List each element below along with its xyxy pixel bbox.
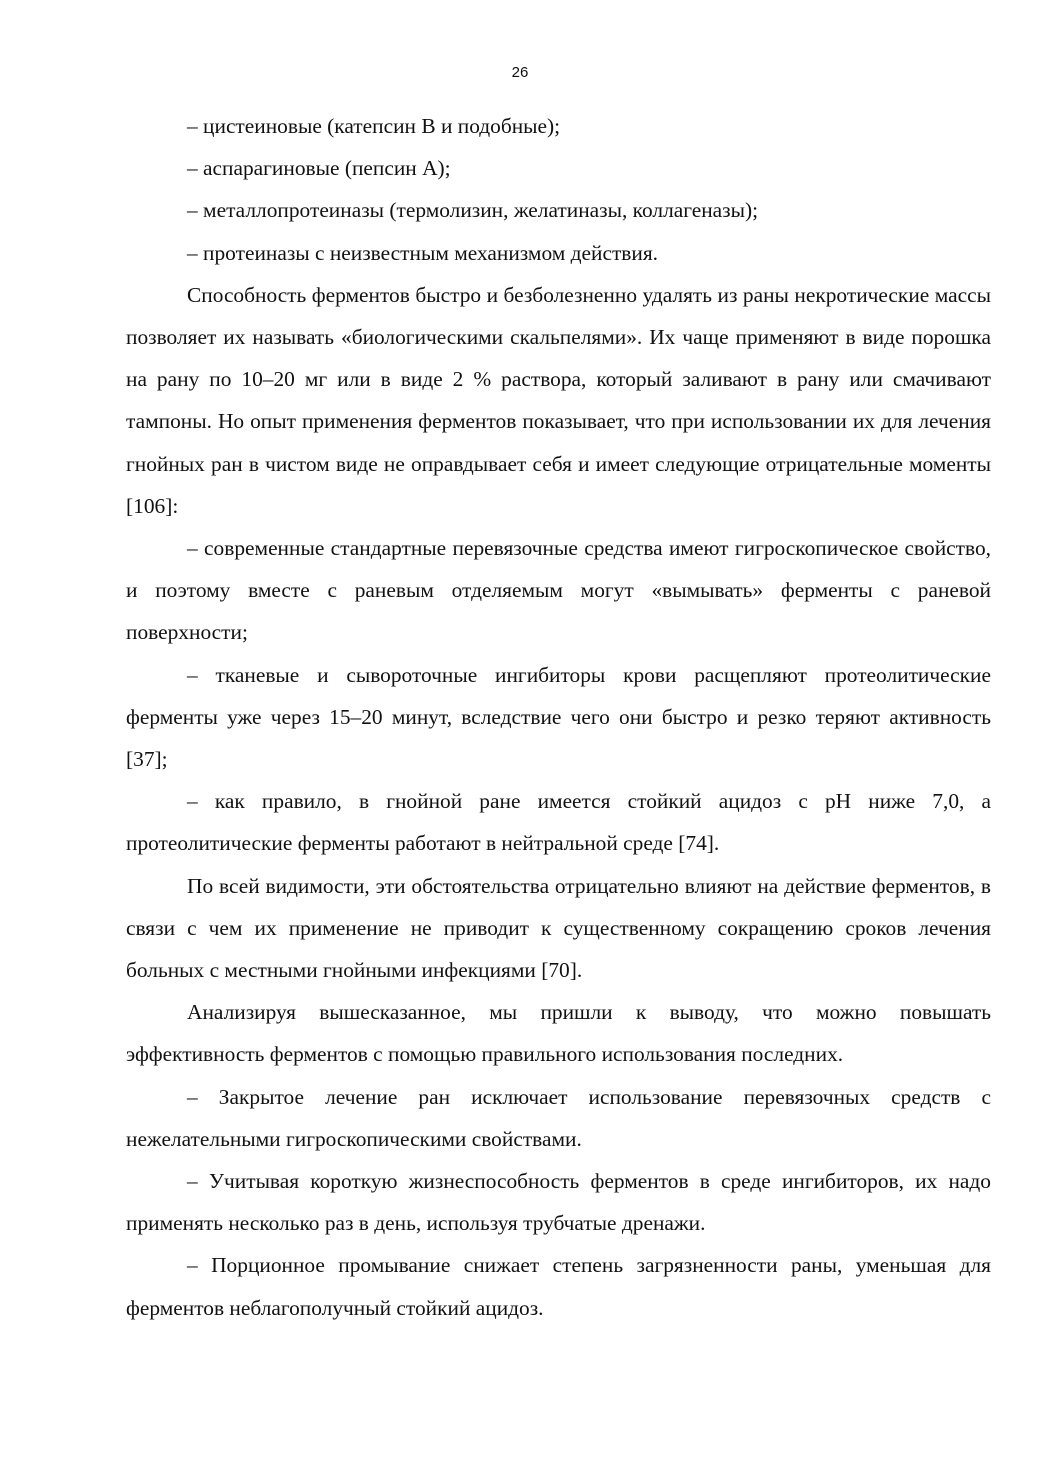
paragraph-acidosis: – как правило, в гнойной ране имеется стойкий ацидоз с pH ниже 7,0, а протеолитические ферменты работают в нейтральной среде [74].	[126, 789, 991, 856]
paragraph-enzymes-ability: Способность ферментов быстро и безболезненно удалять из раны некротические массы позволяет их называть «биологическими скальпелями». Их чаще применяют в виде порошка на рану по 10–20 мг или в виде 2 % раствора, который заливают в рану или смачивают тампоны. Но опыт применения ферментов показывает, что при использовании их для лечения гнойных ран в чистом виде не оправдывает себя и имеет следующие отрицательные моменты [106]:	[126, 282, 991, 518]
list-item-metalloproteinases: – металлопротеиназы (термолизин, желатиназы, коллагеназы);	[187, 198, 759, 223]
list-item-aspartic: – аспарагиновые (пепсин А);	[187, 156, 451, 181]
paragraph-closed-treatment: – Закрытое лечение ран исключает использование перевязочных средств с нежелательными гигроскопическими свойствами.	[126, 1084, 991, 1151]
paragraph-portion-washing: – Порционное промывание снижает степень загрязненности раны, уменьшая для ферментов неблагополучный стойкий ацидоз.	[126, 1253, 991, 1320]
list-item-unknown-mechanism: – протеиназы с неизвестным механизмом действия.	[187, 240, 659, 265]
page-number: 26	[511, 64, 529, 81]
paragraph-conclusion: Анализируя вышесказанное, мы пришли к выводу, что можно повышать эффективность ферментов с помощью правильного использования последних.	[126, 1000, 991, 1067]
list-item-cysteine: – цистеиновые (катепсин В и подобные);	[187, 114, 561, 138]
paragraph-inhibitors: – тканевые и сывороточные ингибиторы крови расщепляют протеолитические ферменты уже через 15–20 минут, вследствие чего они быстро и резко теряют активность [37];	[126, 662, 991, 772]
body-text	[126, 105, 991, 1329]
paragraph-dressings: – современные стандартные перевязочные средства имеют гигроскопическое свойство, и поэтому вместе с раневым отделяемым могут «вымывать» ферменты с раневой поверхности;	[126, 536, 991, 645]
paragraph-circumstances: По всей видимости, эти обстоятельства отрицательно влияют на действие ферментов, в связи с чем их применение не приводит к существенному сокращению сроков лечения больных с местными гнойными инфекциями [70].	[126, 873, 991, 983]
paragraph-repeated-application: – Учитывая короткую жизнеспособность ферментов в среде ингибиторов, их надо применять несколько раз в день, используя трубчатые дренажи.	[126, 1169, 991, 1236]
